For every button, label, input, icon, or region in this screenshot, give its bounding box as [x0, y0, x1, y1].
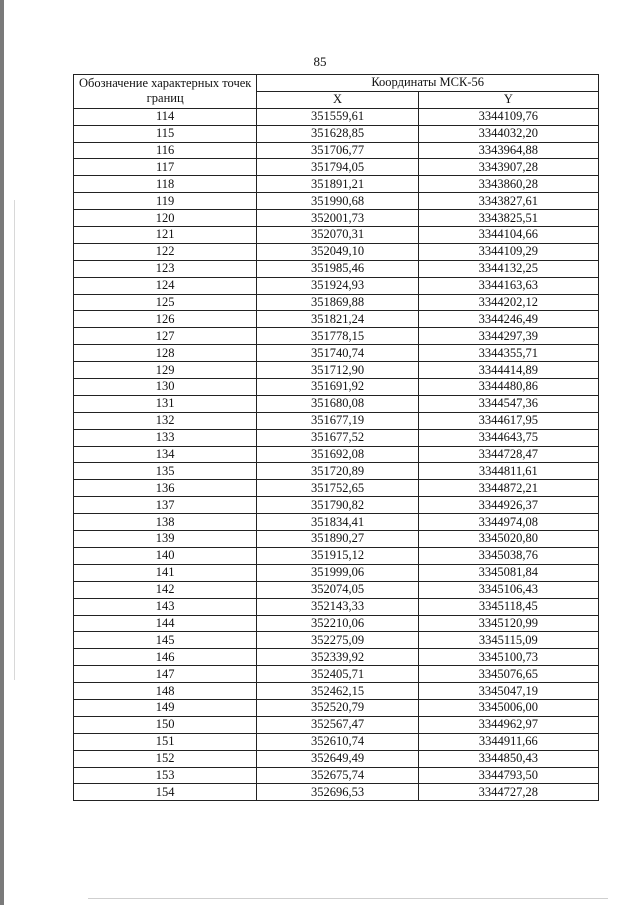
x-coordinate-cell: 351985,46: [257, 260, 418, 277]
x-coordinate-cell: 352001,73: [257, 210, 418, 227]
point-number-cell: 144: [74, 615, 257, 632]
y-coordinate-cell: 3344414,89: [418, 362, 598, 379]
table-row: [74, 193, 599, 210]
x-coordinate-cell: 352070,31: [257, 227, 418, 244]
y-coordinate-cell: 3344727,28: [418, 784, 598, 801]
table-row: [74, 480, 599, 497]
y-coordinate-cell: 3345020,80: [418, 531, 598, 548]
y-coordinate-cell: 3344246,49: [418, 311, 598, 328]
header-coordinates: Координаты МСК-56: [257, 75, 599, 92]
point-number-cell: 123: [74, 260, 257, 277]
point-number-cell: 142: [74, 581, 257, 598]
y-coordinate-cell: 3345106,43: [418, 581, 598, 598]
x-coordinate-cell: 352567,47: [257, 716, 418, 733]
y-coordinate-cell: 3344480,86: [418, 379, 598, 396]
x-coordinate-cell: 351891,21: [257, 176, 418, 193]
point-number-cell: 141: [74, 564, 257, 581]
y-coordinate-cell: 3345100,73: [418, 649, 598, 666]
point-number-cell: 151: [74, 733, 257, 750]
table-row: [74, 345, 599, 362]
x-coordinate-cell: 351712,90: [257, 362, 418, 379]
x-coordinate-cell: 352275,09: [257, 632, 418, 649]
y-coordinate-cell: 3344728,47: [418, 446, 598, 463]
point-number-cell: 116: [74, 142, 257, 159]
y-coordinate-cell: 3345006,00: [418, 699, 598, 716]
y-coordinate-cell: 3345047,19: [418, 683, 598, 700]
table-row: [74, 227, 599, 244]
y-coordinate-cell: 3343827,61: [418, 193, 598, 210]
y-coordinate-cell: 3344109,29: [418, 243, 598, 260]
x-coordinate-cell: 351794,05: [257, 159, 418, 176]
x-coordinate-cell: 351915,12: [257, 547, 418, 564]
table-row: [74, 311, 599, 328]
point-number-cell: 126: [74, 311, 257, 328]
table-row: [74, 379, 599, 396]
table-row: [74, 328, 599, 345]
table-row: [74, 598, 599, 615]
y-coordinate-cell: 3344032,20: [418, 125, 598, 142]
y-coordinate-cell: 3345115,09: [418, 632, 598, 649]
table-row: [74, 362, 599, 379]
y-coordinate-cell: 3344850,43: [418, 750, 598, 767]
point-number-cell: 148: [74, 683, 257, 700]
header-x: X: [257, 91, 418, 108]
table-row: [74, 615, 599, 632]
table-row: [74, 683, 599, 700]
x-coordinate-cell: 352520,79: [257, 699, 418, 716]
point-number-cell: 128: [74, 345, 257, 362]
table-row: [74, 699, 599, 716]
x-coordinate-cell: 352649,49: [257, 750, 418, 767]
table-row: [74, 446, 599, 463]
table-row: [74, 260, 599, 277]
y-coordinate-cell: 3344163,63: [418, 277, 598, 294]
x-coordinate-cell: 351559,61: [257, 108, 418, 125]
y-coordinate-cell: 3344547,36: [418, 395, 598, 412]
point-number-cell: 119: [74, 193, 257, 210]
y-coordinate-cell: 3343907,28: [418, 159, 598, 176]
table-row: [74, 108, 599, 125]
table-row: [74, 547, 599, 564]
header-y: Y: [418, 91, 598, 108]
x-coordinate-cell: 351778,15: [257, 328, 418, 345]
x-coordinate-cell: 351706,77: [257, 142, 418, 159]
table-header-row: [74, 75, 599, 92]
point-number-cell: 127: [74, 328, 257, 345]
point-number-cell: 124: [74, 277, 257, 294]
table-row: [74, 514, 599, 531]
x-coordinate-cell: 351677,19: [257, 412, 418, 429]
y-coordinate-cell: 3344297,39: [418, 328, 598, 345]
table-row: [74, 716, 599, 733]
table-row: [74, 210, 599, 227]
x-coordinate-cell: 352049,10: [257, 243, 418, 260]
table-body: [74, 108, 599, 801]
y-coordinate-cell: 3345076,65: [418, 666, 598, 683]
table-row: [74, 243, 599, 260]
x-coordinate-cell: 352696,53: [257, 784, 418, 801]
x-coordinate-cell: 351752,65: [257, 480, 418, 497]
x-coordinate-cell: 351628,85: [257, 125, 418, 142]
point-number-cell: 120: [74, 210, 257, 227]
y-coordinate-cell: 3345118,45: [418, 598, 598, 615]
y-coordinate-cell: 3344104,66: [418, 227, 598, 244]
y-coordinate-cell: 3344872,21: [418, 480, 598, 497]
x-coordinate-cell: 352462,15: [257, 683, 418, 700]
point-number-cell: 133: [74, 429, 257, 446]
x-coordinate-cell: 351890,27: [257, 531, 418, 548]
table-row: [74, 531, 599, 548]
y-coordinate-cell: 3343825,51: [418, 210, 598, 227]
scan-bottom-edge: [88, 898, 608, 899]
y-coordinate-cell: 3344202,12: [418, 294, 598, 311]
y-coordinate-cell: 3344355,71: [418, 345, 598, 362]
point-number-cell: 143: [74, 598, 257, 615]
point-number-cell: 152: [74, 750, 257, 767]
table-row: [74, 412, 599, 429]
x-coordinate-cell: 351691,92: [257, 379, 418, 396]
table-row: [74, 497, 599, 514]
table-row: [74, 666, 599, 683]
x-coordinate-cell: 351990,68: [257, 193, 418, 210]
table-row: [74, 159, 599, 176]
x-coordinate-cell: 351924,93: [257, 277, 418, 294]
y-coordinate-cell: 3345038,76: [418, 547, 598, 564]
x-coordinate-cell: 351740,74: [257, 345, 418, 362]
point-number-cell: 149: [74, 699, 257, 716]
y-coordinate-cell: 3344911,66: [418, 733, 598, 750]
table-row: [74, 395, 599, 412]
point-number-cell: 150: [74, 716, 257, 733]
y-coordinate-cell: 3344811,61: [418, 463, 598, 480]
x-coordinate-cell: 352143,33: [257, 598, 418, 615]
table-row: [74, 581, 599, 598]
coordinates-table: [73, 74, 599, 801]
point-number-cell: 153: [74, 767, 257, 784]
point-number-cell: 137: [74, 497, 257, 514]
point-number-cell: 140: [74, 547, 257, 564]
point-number-cell: 132: [74, 412, 257, 429]
y-coordinate-cell: 3343860,28: [418, 176, 598, 193]
point-number-cell: 154: [74, 784, 257, 801]
x-coordinate-cell: 351692,08: [257, 446, 418, 463]
point-number-cell: 121: [74, 227, 257, 244]
x-coordinate-cell: 351720,89: [257, 463, 418, 480]
y-coordinate-cell: 3344643,75: [418, 429, 598, 446]
y-coordinate-cell: 3344974,08: [418, 514, 598, 531]
x-coordinate-cell: 351821,24: [257, 311, 418, 328]
y-coordinate-cell: 3344926,37: [418, 497, 598, 514]
y-coordinate-cell: 3344793,50: [418, 767, 598, 784]
point-number-cell: 117: [74, 159, 257, 176]
table-row: [74, 142, 599, 159]
x-coordinate-cell: 351680,08: [257, 395, 418, 412]
x-coordinate-cell: 351834,41: [257, 514, 418, 531]
x-coordinate-cell: 352675,74: [257, 767, 418, 784]
point-number-cell: 115: [74, 125, 257, 142]
table-row: [74, 784, 599, 801]
table-row: [74, 125, 599, 142]
point-number-cell: 147: [74, 666, 257, 683]
point-number-cell: 129: [74, 362, 257, 379]
x-coordinate-cell: 352210,06: [257, 615, 418, 632]
x-coordinate-cell: 352339,92: [257, 649, 418, 666]
y-coordinate-cell: 3344109,76: [418, 108, 598, 125]
y-coordinate-cell: 3344132,25: [418, 260, 598, 277]
x-coordinate-cell: 352074,05: [257, 581, 418, 598]
point-number-cell: 130: [74, 379, 257, 396]
point-number-cell: 118: [74, 176, 257, 193]
point-number-cell: 122: [74, 243, 257, 260]
table-row: [74, 649, 599, 666]
point-number-cell: 139: [74, 531, 257, 548]
x-coordinate-cell: 352405,71: [257, 666, 418, 683]
x-coordinate-cell: 351999,06: [257, 564, 418, 581]
table-row: [74, 176, 599, 193]
x-coordinate-cell: 351677,52: [257, 429, 418, 446]
y-coordinate-cell: 3345081,84: [418, 564, 598, 581]
table-row: [74, 767, 599, 784]
point-number-cell: 145: [74, 632, 257, 649]
point-number-cell: 146: [74, 649, 257, 666]
table-row: [74, 277, 599, 294]
y-coordinate-cell: 3345120,99: [418, 615, 598, 632]
point-number-cell: 131: [74, 395, 257, 412]
x-coordinate-cell: 351869,88: [257, 294, 418, 311]
scan-edge-shadow: [0, 0, 4, 905]
point-number-cell: 125: [74, 294, 257, 311]
y-coordinate-cell: 3344962,97: [418, 716, 598, 733]
x-coordinate-cell: 351790,82: [257, 497, 418, 514]
point-number-cell: 134: [74, 446, 257, 463]
header-point-label: Обозначение характерных точек границ: [74, 75, 257, 109]
table-row: [74, 733, 599, 750]
table-row: [74, 429, 599, 446]
point-number-cell: 138: [74, 514, 257, 531]
table-row: [74, 564, 599, 581]
point-number-cell: 114: [74, 108, 257, 125]
page-number: 85: [313, 54, 327, 69]
table-row: [74, 294, 599, 311]
point-number-cell: 135: [74, 463, 257, 480]
table-row: [74, 632, 599, 649]
scan-edge-line: [14, 200, 15, 680]
table-row: [74, 463, 599, 480]
table-row: [74, 750, 599, 767]
point-number-cell: 136: [74, 480, 257, 497]
y-coordinate-cell: 3344617,95: [418, 412, 598, 429]
y-coordinate-cell: 3343964,88: [418, 142, 598, 159]
x-coordinate-cell: 352610,74: [257, 733, 418, 750]
